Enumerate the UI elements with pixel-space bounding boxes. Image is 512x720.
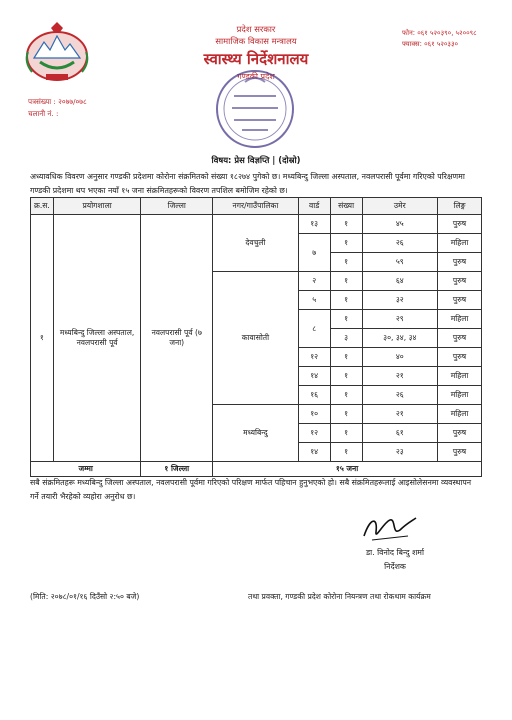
total-district: १ जिल्ला bbox=[141, 462, 213, 477]
phone-text: फोन: ०६१ ५२०३९०, ५२००९८ bbox=[402, 29, 477, 37]
signature-image bbox=[360, 512, 420, 546]
col-header-count: संख्या bbox=[330, 198, 362, 215]
ward-cell: १४ bbox=[298, 443, 330, 462]
count-cell: १ bbox=[330, 253, 362, 272]
date-time-text: (मिति: २०७८/०१/१६ दिउँसो २:५० बजे) bbox=[30, 592, 140, 601]
municipality-cell: कावासोती bbox=[213, 272, 299, 405]
age-cell: २९ bbox=[362, 310, 438, 329]
col-header-serial: क्र.स. bbox=[31, 198, 54, 215]
count-cell: ३ bbox=[330, 329, 362, 348]
age-cell: २६ bbox=[362, 386, 438, 405]
col-header-lab: प्रयोगशाला bbox=[53, 198, 141, 215]
total-label: जम्मा bbox=[31, 462, 141, 477]
col-header-municipality: नगर/गाउँपालिका bbox=[213, 198, 299, 215]
letterhead-line4: गण्डकी प्रदेश bbox=[237, 72, 275, 81]
letterhead-line1: प्रदेश सरकार bbox=[236, 24, 276, 34]
fax-text: फ्याक्स: ०६१ ५२०३३० bbox=[402, 40, 459, 48]
letterhead-line2: सामाजिक विकास मन्त्रालय bbox=[215, 36, 297, 46]
count-cell: १ bbox=[330, 424, 362, 443]
reference-number: पत्रसंख्या : २०७७/०७८ bbox=[28, 97, 87, 106]
serial-cell: १ bbox=[31, 215, 54, 462]
age-cell: ४० bbox=[362, 348, 438, 367]
col-header-ward: वार्ड bbox=[298, 198, 330, 215]
total-row bbox=[31, 462, 482, 477]
total-people: १५ जना bbox=[213, 462, 482, 477]
age-cell: ६१ bbox=[362, 424, 438, 443]
table-row bbox=[31, 215, 482, 234]
closing-paragraph: सबै संक्रमितहरू मध्यबिन्दु जिल्ला अस्पताल, नवलपरासी पूर्वमा गरिएको परिक्षण मार्फत पहिचान हुनुभएको हो। सबै संक्रमितहरूलाई आइसोलेसनमा व्यवस्थापन गर्ने तयारी भैरहेको व्यहोरा अनुरोध छ। bbox=[30, 478, 472, 501]
count-cell: १ bbox=[330, 405, 362, 424]
age-cell: ५९ bbox=[362, 253, 438, 272]
sex-cell: महिला bbox=[438, 405, 482, 424]
sex-cell: पुरुष bbox=[438, 329, 482, 348]
district-cell: नवलपरासी पूर्व (७ जना) bbox=[141, 215, 213, 462]
count-cell: १ bbox=[330, 291, 362, 310]
sex-cell: महिला bbox=[438, 234, 482, 253]
age-cell: २६ bbox=[362, 234, 438, 253]
sex-cell: पुरुष bbox=[438, 348, 482, 367]
ward-cell: २ bbox=[298, 272, 330, 291]
table-header-row bbox=[31, 198, 482, 215]
intro-paragraph: अध्यावधिक विवरण अनुसार गण्डकी प्रदेशमा कोरोना संक्रमितको संख्या १८२७४ पुगेको छ। मध्यबिन्दु जिल्ला अस्पताल, नवलपरासी पूर्वमा गरिएको परिक्षणमा गण्डकी प्रदेशमा थप भएका नयाँ १५ जना संक्रमितहरूको विवरण तपशिल बमोजिम रहेको छ। bbox=[30, 172, 465, 195]
sex-cell: पुरुष bbox=[438, 272, 482, 291]
count-cell: १ bbox=[330, 367, 362, 386]
age-cell: २१ bbox=[362, 405, 438, 424]
cases-table bbox=[30, 197, 482, 477]
lab-cell: मध्यबिन्दु जिल्ला अस्पताल, नवलपरासी पूर्व bbox=[53, 215, 141, 462]
count-cell: १ bbox=[330, 310, 362, 329]
signer-title: निर्देशक bbox=[384, 562, 406, 571]
count-cell: १ bbox=[330, 215, 362, 234]
dispatch-number: चलानी नं. : bbox=[28, 109, 59, 118]
ward-cell: ८ bbox=[298, 310, 330, 348]
nepal-emblem-logo bbox=[20, 22, 94, 86]
age-cell: २१ bbox=[362, 367, 438, 386]
spokesperson-designation: तथा प्रवक्ता, गण्डकी प्रदेश कोरोना नियन्त्रण तथा रोकथाम कार्यक्रम bbox=[248, 592, 431, 601]
letterhead-office: स्वास्थ्य निर्देशनालय bbox=[203, 50, 309, 68]
ward-cell: १६ bbox=[298, 386, 330, 405]
sex-cell: महिला bbox=[438, 367, 482, 386]
ward-cell: १३ bbox=[298, 215, 330, 234]
ward-cell: ७ bbox=[298, 234, 330, 272]
sex-cell: पुरुष bbox=[438, 253, 482, 272]
count-cell: १ bbox=[330, 348, 362, 367]
sex-cell: पुरुष bbox=[438, 215, 482, 234]
count-cell: १ bbox=[330, 443, 362, 462]
age-cell: ४५ bbox=[362, 215, 438, 234]
count-cell: १ bbox=[330, 386, 362, 405]
col-header-sex: लिङ्ग bbox=[438, 198, 482, 215]
signer-name: डा. विनोद बिन्दु शर्मा bbox=[366, 548, 424, 557]
ward-cell: १२ bbox=[298, 424, 330, 443]
sex-cell: महिला bbox=[438, 386, 482, 405]
sex-cell: महिला bbox=[438, 310, 482, 329]
age-cell: ३२ bbox=[362, 291, 438, 310]
ward-cell: १२ bbox=[298, 348, 330, 367]
col-header-district: जिल्ला bbox=[141, 198, 213, 215]
age-cell: २३ bbox=[362, 443, 438, 462]
sex-cell: पुरुष bbox=[438, 443, 482, 462]
ward-cell: ५ bbox=[298, 291, 330, 310]
count-cell: १ bbox=[330, 234, 362, 253]
subject-line: विषय: प्रेस विज्ञप्ति | (दोस्रो) bbox=[211, 155, 301, 165]
sex-cell: पुरुष bbox=[438, 291, 482, 310]
ward-cell: १४ bbox=[298, 367, 330, 386]
col-header-age: उमेर bbox=[362, 198, 438, 215]
ward-cell: १० bbox=[298, 405, 330, 424]
count-cell: १ bbox=[330, 272, 362, 291]
age-cell: ६४ bbox=[362, 272, 438, 291]
office-stamp bbox=[212, 66, 298, 152]
sex-cell: पुरुष bbox=[438, 424, 482, 443]
age-cell: ३०, ३४, ३४ bbox=[362, 329, 438, 348]
municipality-cell: मध्यबिन्दु bbox=[213, 405, 299, 462]
municipality-cell: देवचुली bbox=[213, 215, 299, 272]
